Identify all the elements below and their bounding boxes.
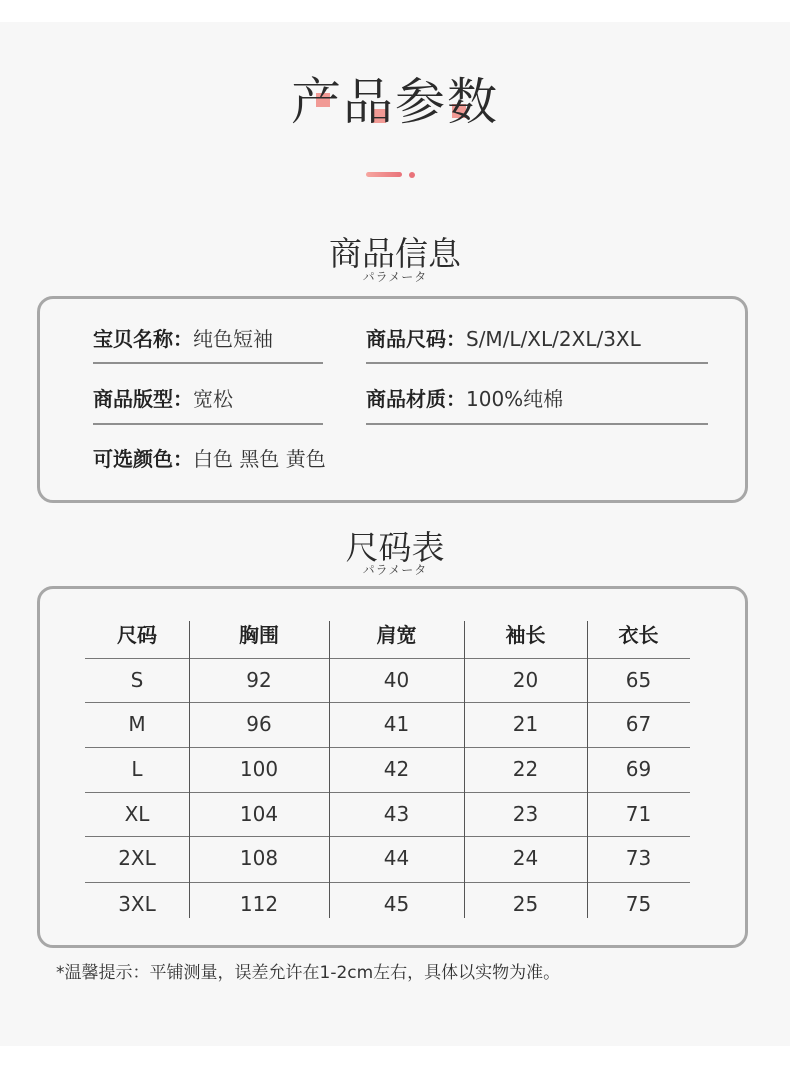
info-underline xyxy=(366,362,708,364)
table-cell: M xyxy=(128,712,146,736)
table-header-cell: 袖长 xyxy=(505,623,546,647)
size-section-subtitle: パラメータ xyxy=(362,563,428,577)
table-cell: 67 xyxy=(625,712,652,736)
divider-dot xyxy=(409,172,415,178)
info-item-name xyxy=(93,318,273,360)
table-cell: XL xyxy=(124,802,150,826)
info-value: 100%纯棉 xyxy=(466,387,564,411)
table-cell: 20 xyxy=(512,668,539,692)
table-header-cell: 尺码 xyxy=(117,623,157,647)
info-value: 纯色短袖 xyxy=(193,327,273,351)
table-header-cell: 胸围 xyxy=(239,623,279,647)
table-cell: 96 xyxy=(246,712,272,736)
divider-line xyxy=(366,172,402,177)
table-cell: 22 xyxy=(512,757,539,781)
info-label: 商品材质： xyxy=(366,387,466,411)
table-cell: 40 xyxy=(383,668,410,692)
info-section-title: 商品信息 xyxy=(329,234,461,273)
page-title: 产品参数 xyxy=(291,73,499,131)
table-cell: 92 xyxy=(246,668,272,692)
table-cell: 73 xyxy=(625,846,652,870)
table-cell: 21 xyxy=(512,712,539,736)
info-label: 商品尺码： xyxy=(366,327,466,351)
info-item-fit xyxy=(93,378,233,420)
table-cell: 41 xyxy=(383,712,410,736)
table-header-cell: 肩宽 xyxy=(376,623,417,647)
table-cell: 24 xyxy=(512,846,539,870)
table-cell: 25 xyxy=(512,892,539,916)
table-cell: 75 xyxy=(625,892,652,916)
table-cell: 65 xyxy=(625,668,652,692)
info-item-size xyxy=(366,318,641,360)
table-cell: 45 xyxy=(383,892,410,916)
info-value: 宽松 xyxy=(193,387,233,411)
info-item-material xyxy=(366,378,563,420)
table-cell: 69 xyxy=(625,757,652,781)
table-cell: 42 xyxy=(383,757,410,781)
table-cell: 23 xyxy=(512,802,539,826)
info-label: 宝贝名称： xyxy=(93,327,193,351)
info-underline xyxy=(93,362,323,364)
table-cell: L xyxy=(131,757,143,781)
table-cell: 104 xyxy=(239,802,279,826)
table-cell: 43 xyxy=(383,802,410,826)
table-header-cell: 衣长 xyxy=(618,623,659,647)
info-label: 可选颜色： xyxy=(93,447,193,471)
table-cell: 71 xyxy=(625,802,652,826)
table-cell: 112 xyxy=(239,892,279,916)
info-underline xyxy=(366,423,708,425)
table-cell: S xyxy=(130,668,144,692)
info-underline xyxy=(93,423,323,425)
table-cell: 108 xyxy=(239,846,279,870)
info-item-colors xyxy=(93,438,326,480)
table-cell: 2XL xyxy=(118,846,156,870)
info-label: 商品版型： xyxy=(93,387,193,411)
info-value: 白色 黑色 黄色 xyxy=(193,447,326,471)
measurement-note: *温馨提示：平铺测量，误差允许在1-2cm左右，具体以实物为准。 xyxy=(56,963,561,983)
table-cell: 3XL xyxy=(118,892,156,916)
size-section-title: 尺码表 xyxy=(345,528,445,567)
info-value: S/M/L/XL/2XL/3XL xyxy=(466,327,641,351)
table-cell: 100 xyxy=(239,757,279,781)
info-section-subtitle: パラメータ xyxy=(362,270,428,284)
table-cell: 44 xyxy=(383,846,410,870)
